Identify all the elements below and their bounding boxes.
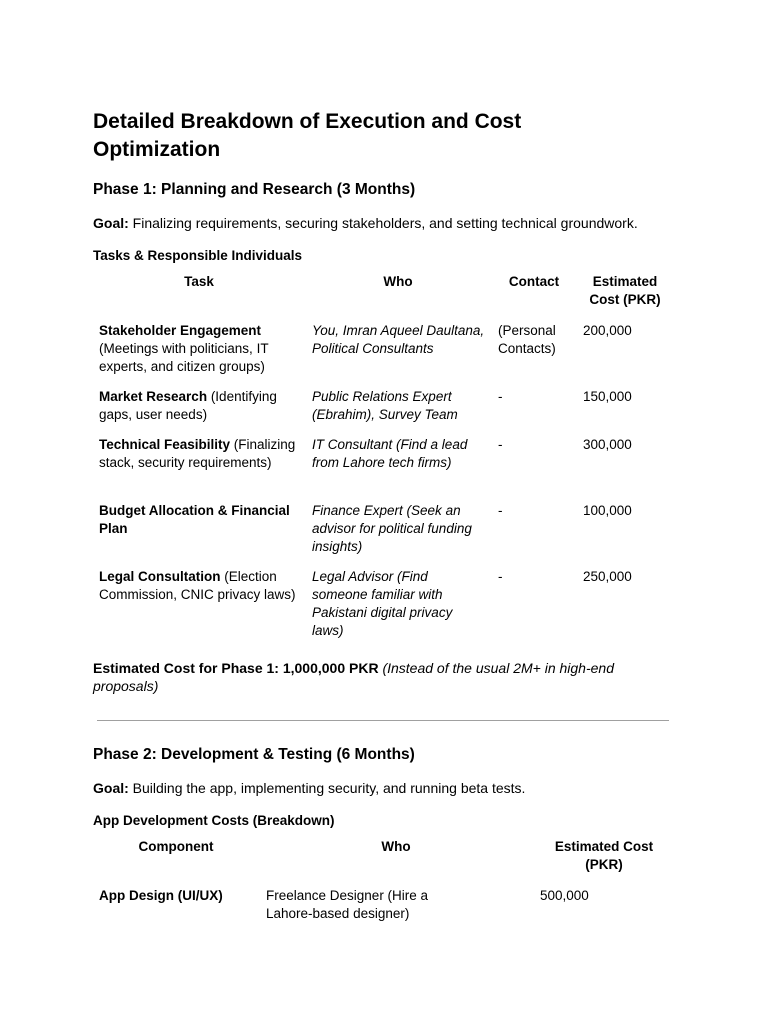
- task-detail: (Finalizing stack, security requirements): [99, 437, 296, 470]
- who-cell: Freelance Designer (Hire a Lahore-based designer): [266, 888, 429, 921]
- phase2-table-title: App Development Costs (Breakdown): [93, 813, 335, 828]
- who-cell: IT Consultant (Find a lead from Lahore tech firms): [312, 437, 468, 470]
- task-cell: [99, 322, 299, 376]
- who-cell: You, Imran Aqueel Daultana, Political Consultants: [312, 323, 485, 356]
- phase1-goal-text: Finalizing requirements, securing stakeholders, and setting technical groundwork.: [128, 215, 638, 231]
- task-cell: [99, 568, 299, 604]
- phase2-goal: [93, 779, 525, 797]
- phase1-col-task: Task: [184, 274, 214, 289]
- task-name: Budget Allocation & Financial Plan: [99, 503, 290, 536]
- phase2-heading: Phase 2: Development & Testing (6 Months): [93, 746, 415, 763]
- task-name: Market Research: [99, 389, 208, 404]
- phase2-goal-text: Building the app, implementing security, and running beta tests.: [128, 780, 526, 796]
- phase1-cost-summary: [93, 659, 653, 695]
- phase1-table-title: Tasks & Responsible Individuals: [93, 248, 303, 263]
- task-name: Legal Consultation: [99, 569, 221, 584]
- contact-cell: -: [498, 437, 503, 452]
- phase1-summary-total: Estimated Cost for Phase 1: 1,000,000 PKR: [93, 660, 379, 676]
- cost-cell: 200,000: [583, 323, 632, 338]
- phase2-col-who: Who: [381, 839, 411, 854]
- phase2-col-cost: Estimated Cost (PKR): [554, 839, 654, 872]
- who-cell: Legal Advisor (Find someone familiar with Pakistani digital privacy laws): [312, 569, 453, 638]
- phase1-heading: Phase 1: Planning and Research (3 Months): [93, 181, 416, 198]
- cost-cell: 150,000: [583, 389, 632, 404]
- phase1-goal: [93, 214, 638, 232]
- task-detail: (Election Commission, CNIC privacy laws): [99, 569, 296, 602]
- task-name: Technical Feasibility: [99, 437, 231, 452]
- section-divider: [97, 720, 669, 721]
- component-cell: App Design (UI/UX): [99, 888, 223, 903]
- who-cell: Public Relations Expert (Ebrahim), Survey Team: [312, 389, 458, 422]
- phase1-col-who: Who: [383, 274, 413, 289]
- phase1-col-cost: Estimated Cost (PKR): [589, 274, 661, 307]
- cost-cell: 500,000: [540, 888, 589, 903]
- contact-cell: -: [498, 569, 503, 584]
- task-detail: (Identifying gaps, user needs): [99, 389, 277, 422]
- task-detail: (Meetings with politicians, IT experts, and citizen groups): [99, 341, 269, 374]
- task-cell: [99, 388, 299, 424]
- phase2-col-component: Component: [138, 839, 214, 854]
- phase1-goal-label: Goal:: [93, 215, 129, 231]
- phase2-goal-label: Goal:: [93, 780, 129, 796]
- contact-cell: -: [498, 389, 503, 404]
- phase1-col-contact: Contact: [508, 274, 560, 289]
- contact-cell: -: [498, 503, 503, 518]
- phase1-summary-note: (Instead of the usual 2M+ in high-end proposals): [93, 660, 614, 694]
- cost-cell: 100,000: [583, 503, 632, 518]
- page-title: Detailed Breakdown of Execution and Cost Optimization: [93, 110, 522, 161]
- who-cell: Finance Expert (Seek an advisor for political funding insights): [312, 503, 472, 554]
- contact-cell: (Personal Contacts): [498, 323, 556, 356]
- cost-cell: 250,000: [583, 569, 632, 584]
- task-cell: [99, 436, 299, 472]
- task-name: Stakeholder Engagement: [99, 323, 262, 338]
- task-cell: [99, 502, 299, 538]
- cost-cell: 300,000: [583, 437, 632, 452]
